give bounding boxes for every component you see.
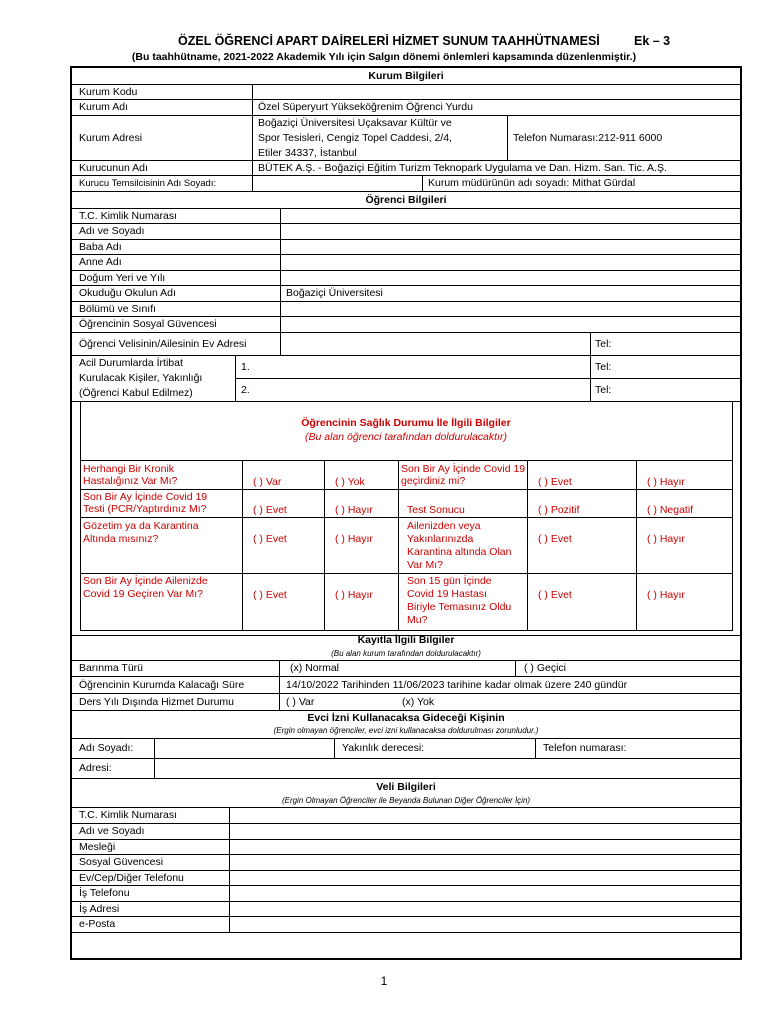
- option-evet[interactable]: ( ) Evet: [538, 533, 572, 545]
- commitment-form: [70, 66, 742, 960]
- health-section-title: Öğrencinin Sağlık Durumu İle İlgili Bilgiler: [301, 417, 511, 429]
- question-had-covid-line1: Son Bir Ay İçinde Covid 19: [401, 463, 526, 475]
- page-number: 1: [380, 974, 388, 988]
- student-row-label: Anne Adı: [79, 256, 122, 268]
- option-evet[interactable]: ( ) Evet: [253, 589, 287, 601]
- school-name-value: Boğaziçi Üniversitesi: [286, 287, 383, 299]
- option-hayir[interactable]: ( ) Hayır: [647, 476, 685, 488]
- home-tel-label: Tel:: [595, 338, 612, 350]
- option-hayir[interactable]: ( ) Hayır: [335, 504, 373, 516]
- emergency-label-line2: Kurulacak Kişiler, Yakınlığı: [79, 372, 203, 384]
- question-quarantine-line2: Altında mısınız?: [83, 533, 159, 545]
- question-contact-line3: Biriyle Temasınız Oldu: [407, 601, 512, 613]
- leave-phone-label: Telefon numarası:: [543, 742, 627, 754]
- option-var[interactable]: ( ) Var: [253, 476, 282, 488]
- question-contact-line4: Mu?: [407, 614, 428, 626]
- institution-address-line2: Spor Tesisleri, Cengiz Topel Caddesi, 2/4,: [258, 132, 452, 144]
- founder-value: BÜTEK A.Ş. - Boğaziçi Eğitim Turizm Teknopark Uygulama ve Dan. Hizm. San. Tic. A.Ş.: [258, 162, 667, 174]
- option-hayir[interactable]: ( ) Hayır: [335, 533, 373, 545]
- outside-service-yok[interactable]: (x) Yok: [402, 696, 435, 708]
- document-subtitle: (Bu taahhütname, 2021-2022 Akademik Yılı için Salgın dönemi önlemleri kapsamında düzenlenmiştir.): [131, 51, 637, 63]
- question-test-result: Test Sonucu: [407, 504, 465, 516]
- outside-service-var[interactable]: ( ) Var: [286, 696, 315, 708]
- emergency-tel-1: Tel:: [595, 361, 612, 373]
- option-negatif[interactable]: ( ) Negatif: [647, 504, 694, 516]
- question-covid-test-line2: Testi (PCR/Yaptırdınız Mı?: [83, 503, 207, 515]
- question-family-covid-line2: Covid 19 Geçiren Var Mı?: [83, 588, 204, 600]
- institution-address-label: Kurum Adresi: [79, 132, 143, 144]
- founder-representative-label: Kurucu Temsilcisinin Adı Soyadı:: [79, 178, 217, 189]
- option-evet[interactable]: ( ) Evet: [538, 589, 572, 601]
- stay-duration-value: 14/10/2022 Tarihinden 11/06/2023 tarihine kadar olmak üzere 240 gündür: [286, 679, 628, 691]
- guardian-row-label: İş Telefonu: [79, 887, 130, 899]
- institution-name-value: Özel Süperyurt Yükseköğrenim Öğrenci Yurdu: [258, 101, 473, 113]
- institution-address-line1: Boğaziçi Üniversitesi Uçaksavar Kültür ve: [258, 117, 452, 129]
- question-relatives-quarantine-line4: Var Mı?: [407, 559, 443, 571]
- student-row-label: Bölümü ve Sınıfı: [79, 303, 157, 315]
- question-relatives-quarantine-line3: Karantina altında Olan: [407, 546, 512, 558]
- guardian-row-label: Mesleği: [79, 841, 116, 853]
- outside-service-label: Ders Yılı Dışında Hizmet Durumu: [79, 696, 235, 708]
- registration-section-note: (Bu alan kurum tarafından doldurulacaktır): [331, 649, 481, 658]
- registration-section-title: Kayıtla İlgili Bilgiler: [357, 634, 455, 646]
- document-title: ÖZEL ÖĞRENCİ APART DAİRELERİ HİZMET SUNUM TAAHHÜTNAMESİ: [178, 34, 600, 48]
- guardian-section-note: (Ergin Olmayan Öğrenciler ile Beyanda Bulunan Diğer Öğrenciler İçin): [281, 796, 531, 805]
- question-covid-test-line1: Son Bir Ay İçinde Covid 19: [83, 491, 208, 503]
- question-chronic-line1: Herhangi Bir Kronik: [83, 463, 175, 475]
- question-contact-line2: Covid 19 Hastası: [407, 588, 487, 600]
- leave-relation-label: Yakınlık derecesi:: [342, 742, 425, 754]
- ogrenci-section-title: Öğrenci Bilgileri: [365, 194, 447, 206]
- health-section-note: (Bu alan öğrenci tarafından doldurulacaktır): [305, 431, 507, 443]
- kurum-section-title: Kurum Bilgileri: [368, 70, 444, 82]
- guardian-row-label: T.C. Kimlik Numarası: [79, 809, 178, 821]
- accommodation-type-label: Barınma Türü: [79, 662, 143, 674]
- option-evet[interactable]: ( ) Evet: [538, 476, 572, 488]
- emergency-tel-2: Tel:: [595, 384, 612, 396]
- guardian-row-label: e-Posta: [79, 918, 116, 930]
- option-yok[interactable]: ( ) Yok: [335, 476, 365, 488]
- guardian-row-label: Ev/Cep/Diğer Telefonu: [79, 872, 184, 884]
- option-hayir[interactable]: ( ) Hayır: [647, 589, 685, 601]
- option-hayir[interactable]: ( ) Hayır: [335, 589, 373, 601]
- leave-address-label: Adresi:: [79, 762, 112, 774]
- option-evet[interactable]: ( ) Evet: [253, 533, 287, 545]
- option-pozitif[interactable]: ( ) Pozitif: [538, 504, 580, 516]
- student-row-label: Adı ve Soyadı: [79, 225, 145, 237]
- leave-section-note: (Ergin olmayan öğrenciler, evci izni kullanacaksa doldurulması zorunludur.): [273, 726, 539, 735]
- institution-phone: Telefon Numarası:212-911 6000: [513, 132, 663, 144]
- leave-name-label: Adı Soyadı:: [79, 742, 134, 754]
- institution-address-line3: Etiler 34337, İstanbul: [258, 147, 357, 159]
- student-row-label: Okuduğu Okulun Adı: [79, 287, 176, 299]
- annex-label: Ek – 3: [634, 34, 671, 48]
- guardian-row-label: Adı ve Soyadı: [79, 825, 145, 837]
- guardian-row-label: İş Adresi: [79, 903, 120, 915]
- option-hayir[interactable]: ( ) Hayır: [647, 533, 685, 545]
- question-chronic-line2: Hastalığınız Var Mı?: [83, 475, 178, 487]
- accommodation-temporary[interactable]: ( ) Geçici: [524, 662, 566, 674]
- guardian-row-label: Sosyal Güvencesi: [79, 856, 164, 868]
- student-row-label: Öğrencinin Sosyal Güvencesi: [79, 318, 217, 330]
- question-relatives-quarantine-line2: Yakınlarınızda: [407, 533, 474, 545]
- founder-label: Kurucunun Adı: [79, 162, 148, 174]
- manager-name: Kurum müdürünün adı soyadı: Mithat Gürdal: [428, 177, 636, 189]
- question-contact-line1: Son 15 gün İçinde: [407, 575, 492, 587]
- option-evet[interactable]: ( ) Evet: [253, 504, 287, 516]
- student-row-label: Baba Adı: [79, 241, 122, 253]
- institution-code-label: Kurum Kodu: [79, 86, 138, 98]
- emergency-contact-2: 2.: [241, 384, 250, 396]
- question-relatives-quarantine-line1: Ailenizden veya: [407, 520, 481, 532]
- emergency-label-line3: (Öğrenci Kabul Edilmez): [79, 387, 193, 399]
- question-quarantine-line1: Gözetim ya da Karantina: [83, 520, 199, 532]
- student-row-label: Doğum Yeri ve Yılı: [79, 272, 166, 284]
- leave-section-title: Evci İzni Kullanacaksa Gideceği Kişinin: [307, 712, 505, 724]
- question-family-covid-line1: Son Bir Ay İçinde Ailenizde: [83, 575, 208, 587]
- emergency-label-line1: Acil Durumlarda İrtibat: [79, 357, 183, 369]
- stay-duration-label: Öğrencinin Kurumda Kalacağı Süre: [79, 679, 245, 691]
- accommodation-normal[interactable]: (x) Normal: [290, 662, 339, 674]
- guardian-section-title: Veli Bilgileri: [376, 781, 436, 793]
- question-had-covid-line2: geçirdiniz mi?: [401, 475, 466, 487]
- institution-name-label: Kurum Adı: [79, 101, 129, 113]
- emergency-contact-1: 1.: [241, 361, 250, 373]
- home-address-label: Öğrenci Velisinin/Ailesinin Ev Adresi: [79, 338, 247, 350]
- student-row-label: T.C. Kimlik Numarası: [79, 210, 178, 222]
